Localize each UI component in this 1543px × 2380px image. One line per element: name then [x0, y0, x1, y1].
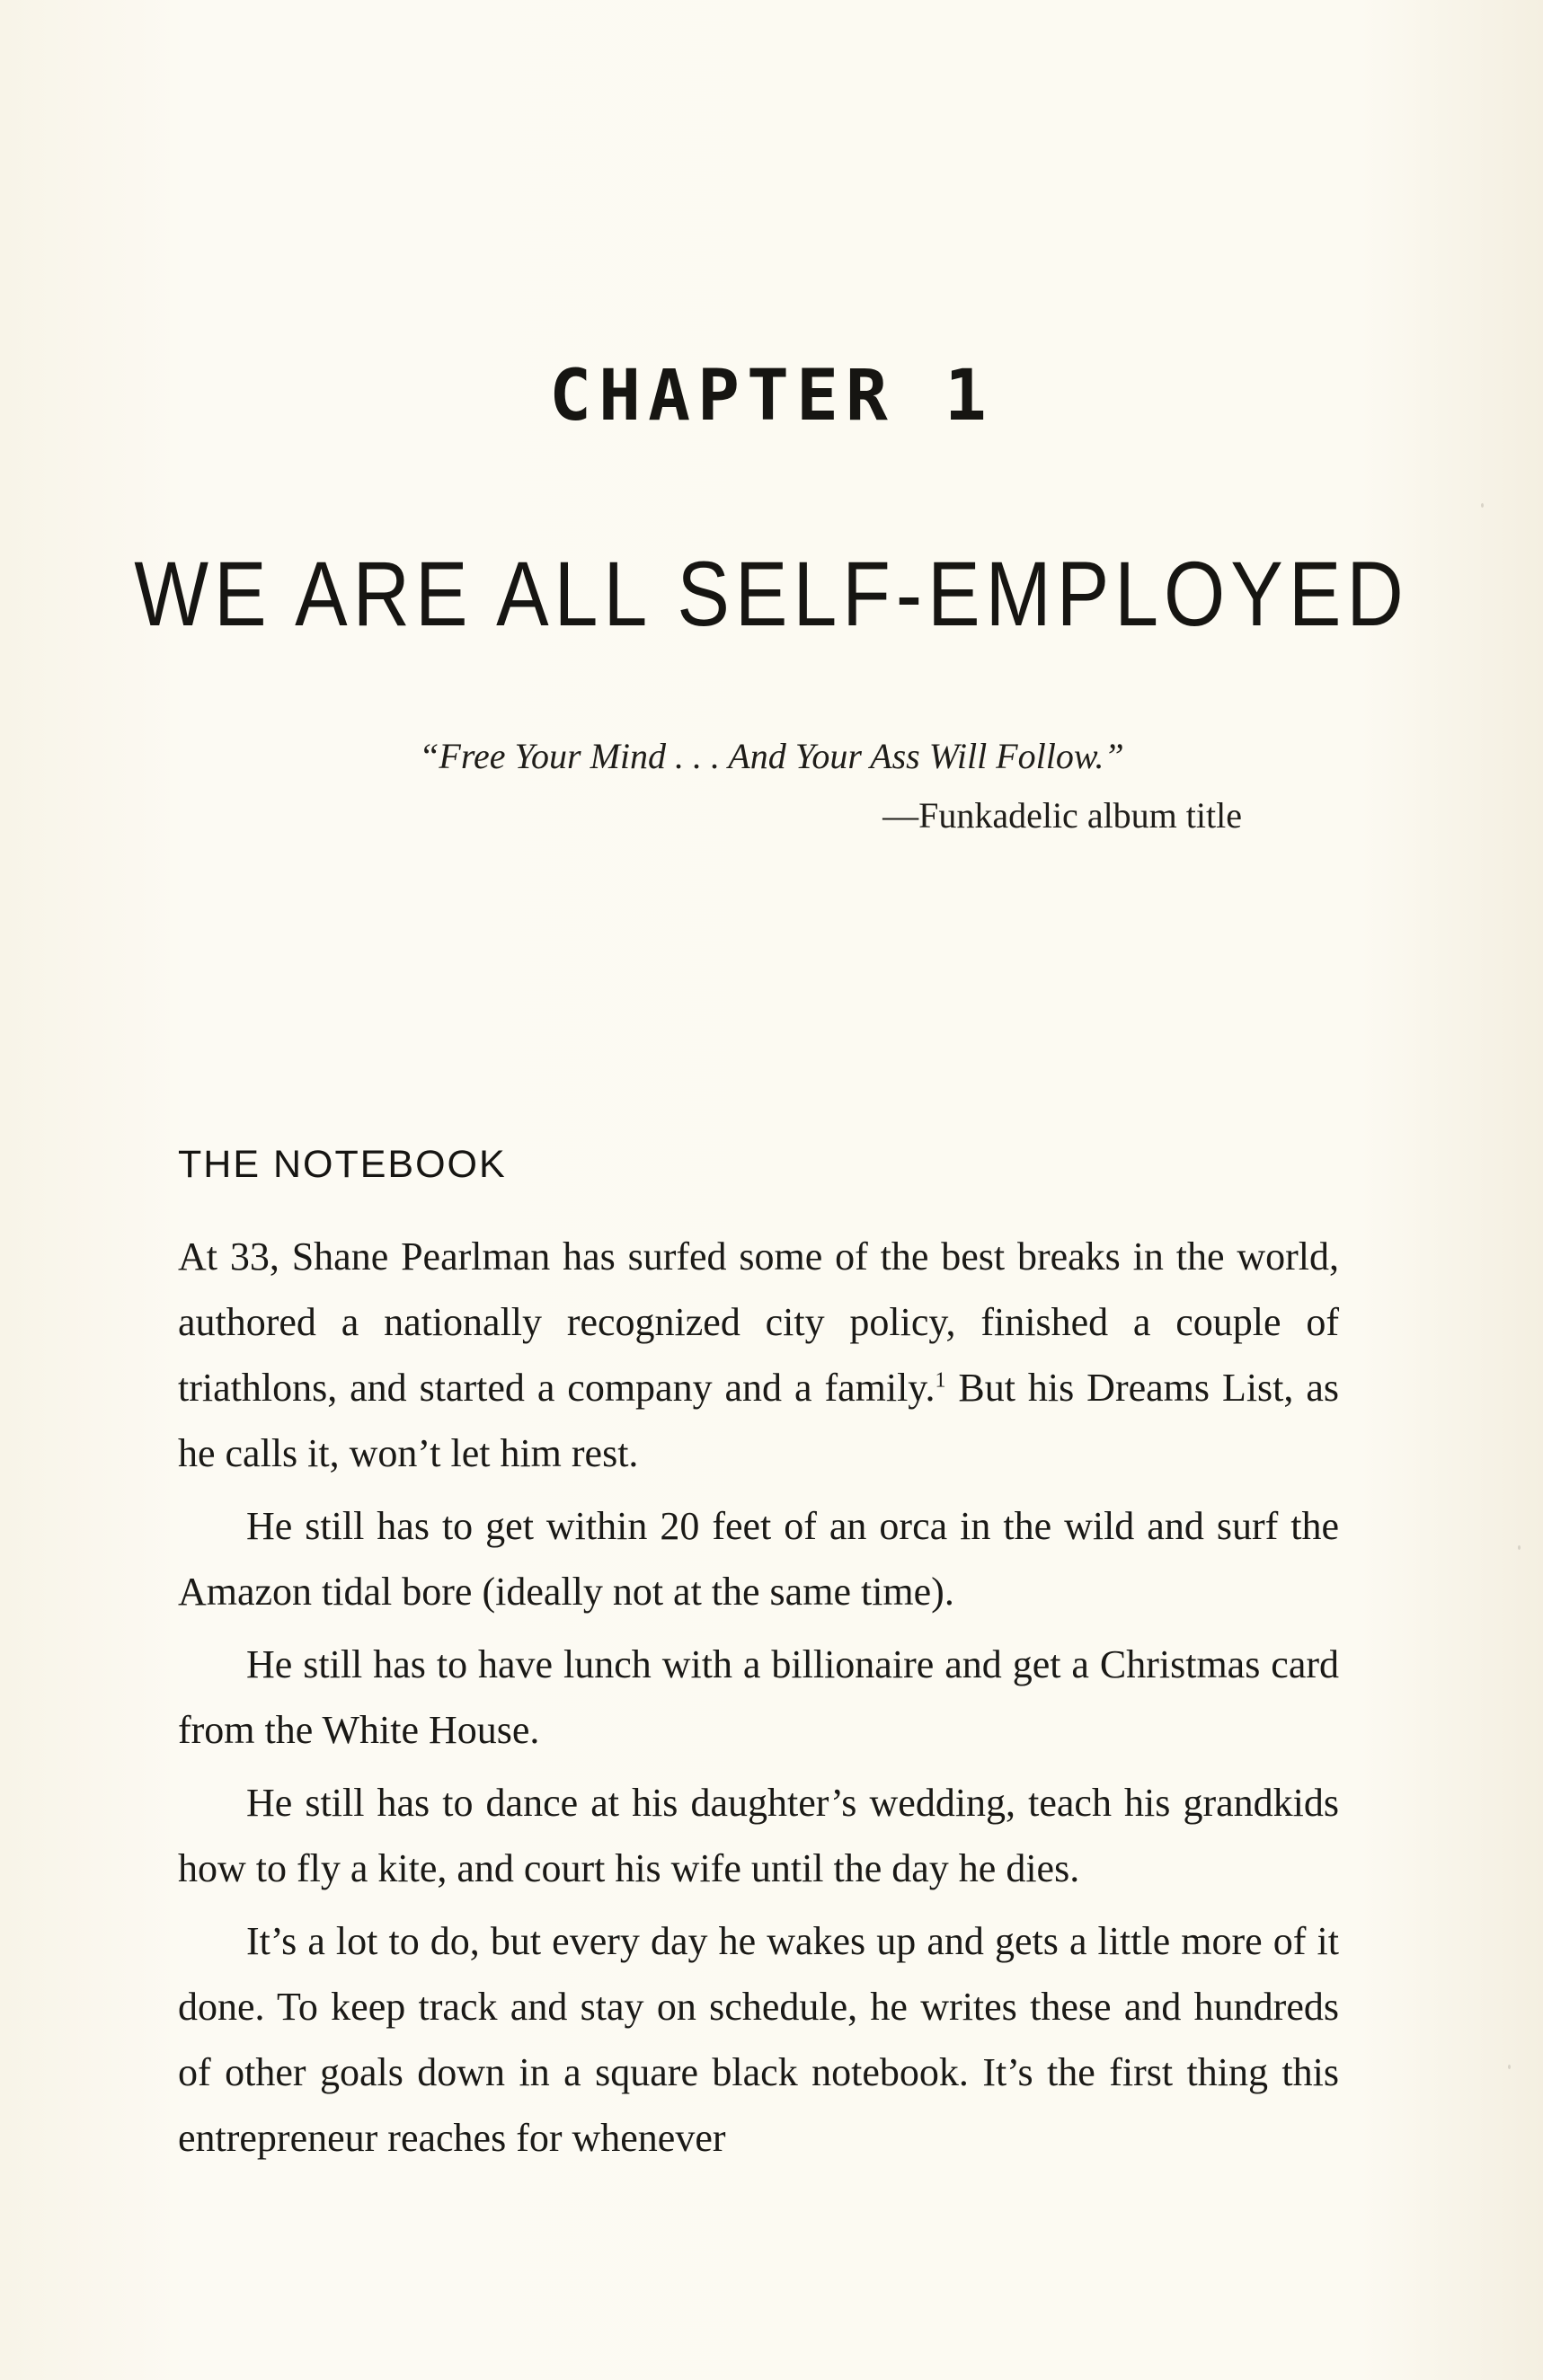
- epigraph-attribution: —Funkadelic album title: [882, 795, 1242, 836]
- paragraph-2: He still has to get within 20 feet of an orca in the wild and surf the Amazon tidal bore (ideally not at the same time).: [178, 1504, 1339, 1614]
- chapter-label: CHAPTER 1: [549, 356, 994, 437]
- footnote-marker[interactable]: 1: [935, 1368, 946, 1393]
- paper-speck: [1481, 503, 1484, 508]
- paragraph-1-text: At 33, Shane Pearlman has surfed some of the best breaks in the world, authored a nationally recognized city policy, finished a couple of triathlons, and started a company and a family.: [178, 1234, 1339, 1410]
- body-text: [178, 1224, 1339, 2178]
- paragraph-5: It’s a lot to do, but every day he wakes up and gets a little more of it done. To keep track and stay on schedule, he writes these and hundreds of other goals down in a square black notebook. It’s the first thing this entrepreneur reaches for whenever: [178, 1919, 1339, 2160]
- section-heading: THE NOTEBOOK: [178, 1143, 507, 1186]
- paragraph-3: He still has to have lunch with a billionaire and get a Christmas card from the White House.: [178, 1642, 1339, 1752]
- chapter-title: WE ARE ALL SELF-EMPLOYED: [134, 543, 1409, 645]
- paragraph-4: He still has to dance at his daughter’s wedding, teach his grandkids how to fly a kite, and court his wife until the day he dies.: [178, 1781, 1339, 1890]
- epigraph-quote: “Free Your Mind . . . And Your Ass Will Follow.”: [419, 736, 1124, 776]
- paper-speck: [1508, 2065, 1511, 2069]
- paragraph-1-continuation: But his Dreams List, as he calls it, won’t let him rest.: [178, 1366, 1339, 1475]
- paragraph-1: [178, 1224, 1339, 1486]
- paper-speck: [1518, 1545, 1521, 1550]
